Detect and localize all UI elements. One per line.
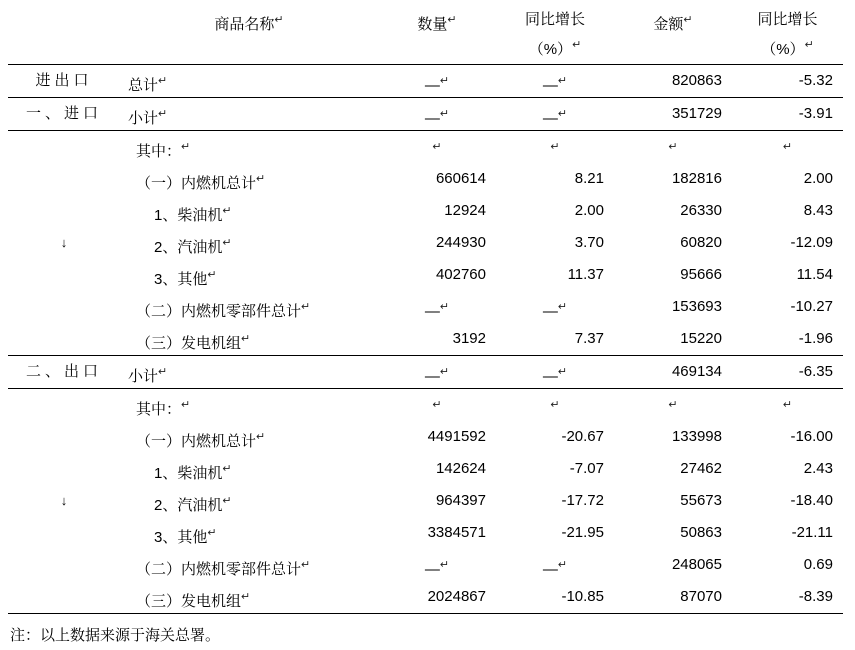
row-amount-yoy-value: -8.39 bbox=[798, 588, 833, 605]
row-name-label: （二）内燃机零部件总计↵ bbox=[136, 301, 311, 320]
mark-icon: ↵ bbox=[557, 559, 568, 571]
mark-icon: ↵ bbox=[158, 108, 168, 120]
row-amount-yoy-value bbox=[732, 131, 843, 163]
table-row bbox=[8, 259, 843, 291]
row-quantity-value: —↵ bbox=[424, 366, 450, 385]
row-quantity-value: —↵ bbox=[424, 301, 450, 320]
mark-icon: ↵ bbox=[432, 399, 442, 411]
mark-icon: ↵ bbox=[683, 14, 693, 26]
group-arrow-icon: ↓ bbox=[60, 235, 68, 250]
document-page bbox=[0, 6, 855, 650]
mark-icon: ↵ bbox=[782, 141, 793, 153]
mark-icon: ↵ bbox=[439, 366, 450, 378]
row-name-label: 3、其他↵ bbox=[154, 527, 217, 546]
row-name-label: 1、柴油机↵ bbox=[154, 205, 232, 224]
row-category-blank bbox=[8, 549, 120, 581]
mark-icon: ↵ bbox=[181, 141, 191, 153]
table-note: 注：以上数据来源于海关总署。 bbox=[10, 627, 221, 644]
row-amount-value: 55673 bbox=[680, 492, 722, 509]
row-quantity-value: 964397 bbox=[435, 492, 486, 509]
row-category-blank bbox=[8, 163, 120, 195]
table-row bbox=[8, 549, 843, 581]
row-category-blank bbox=[8, 421, 120, 453]
row-quantity-yoy-value bbox=[496, 131, 614, 163]
row-quantity-yoy-value: 2.00 bbox=[574, 202, 604, 219]
row-quantity-yoy-value: -20.67 bbox=[561, 428, 604, 445]
mark-icon: ↵ bbox=[668, 399, 678, 411]
row-amount-value: 133998 bbox=[671, 428, 722, 445]
header-amount: 金额↵ bbox=[653, 14, 693, 33]
row-amount-yoy-value: -5.32 bbox=[798, 72, 833, 89]
row-amount-yoy-value: -10.27 bbox=[790, 298, 833, 315]
row-amount-value: 469134 bbox=[671, 363, 722, 380]
row-amount-value: 182816 bbox=[671, 170, 722, 187]
table-row bbox=[8, 227, 843, 259]
row-category-blank bbox=[8, 131, 120, 163]
row-category-blank bbox=[8, 581, 120, 613]
row-quantity-yoy-value: -7.07 bbox=[569, 460, 604, 477]
table-row bbox=[8, 195, 843, 227]
row-quantity-value: 12924 bbox=[444, 202, 486, 219]
row-amount-yoy-value: 2.00 bbox=[803, 170, 833, 187]
group-arrow-icon: ↓ bbox=[60, 493, 68, 508]
row-category-blank bbox=[8, 517, 120, 549]
row-quantity-value: —↵ bbox=[424, 108, 450, 127]
mark-icon: ↵ bbox=[557, 75, 568, 87]
row-amount-value: 15220 bbox=[680, 330, 722, 347]
table-row bbox=[8, 581, 843, 614]
mark-icon: ↵ bbox=[158, 75, 168, 87]
row-quantity-yoy-value: -21.95 bbox=[561, 524, 604, 541]
row-amount-value: 26330 bbox=[680, 202, 722, 219]
header-blank-2 bbox=[8, 34, 120, 64]
mark-icon: ↵ bbox=[782, 399, 793, 411]
mark-icon: ↵ bbox=[557, 366, 568, 378]
row-category-blank bbox=[8, 291, 120, 323]
mark-icon: ↵ bbox=[256, 431, 266, 443]
mark-icon: ↵ bbox=[439, 75, 450, 87]
row-quantity-value: —↵ bbox=[424, 559, 450, 578]
row-quantity-yoy-value: -10.85 bbox=[561, 588, 604, 605]
row-category-blank bbox=[8, 453, 120, 485]
row-quantity-yoy-value: —↵ bbox=[542, 366, 568, 385]
mark-icon: ↵ bbox=[439, 301, 450, 313]
row-name-label: （二）内燃机零部件总计↵ bbox=[136, 559, 311, 578]
header-amount-yoy-unit: （%）↵ bbox=[761, 39, 814, 58]
table-row bbox=[8, 65, 843, 98]
table-row bbox=[8, 356, 843, 389]
row-quantity-yoy-value: 3.70 bbox=[574, 234, 604, 251]
row-amount-value: 27462 bbox=[680, 460, 722, 477]
row-quantity-value: —↵ bbox=[424, 75, 450, 94]
row-name-label: （三）发电机组↵ bbox=[136, 591, 251, 610]
mark-icon: ↵ bbox=[222, 495, 232, 507]
row-quantity-yoy-value: —↵ bbox=[542, 108, 568, 127]
row-name-label: 2、汽油机↵ bbox=[154, 237, 232, 256]
mark-icon: ↵ bbox=[207, 527, 217, 539]
row-category-label: 进出口 bbox=[35, 72, 93, 89]
row-name-label: 其中：↵ bbox=[136, 399, 191, 418]
mark-icon: ↵ bbox=[550, 141, 560, 153]
row-name-label: 2、汽油机↵ bbox=[154, 495, 232, 514]
row-amount-value: 248065 bbox=[671, 556, 722, 573]
header-amount-yoy: 同比增长 bbox=[757, 11, 818, 28]
mark-icon: ↵ bbox=[439, 559, 450, 571]
row-amount-yoy-value: -1.96 bbox=[798, 330, 833, 347]
table-header-row bbox=[8, 6, 843, 34]
mark-icon: ↵ bbox=[241, 591, 251, 603]
row-amount-yoy-value: -18.40 bbox=[790, 492, 833, 509]
row-quantity-yoy-value: —↵ bbox=[542, 75, 568, 94]
table-row bbox=[8, 389, 843, 422]
mark-icon: ↵ bbox=[301, 559, 311, 571]
row-quantity-value: 244930 bbox=[435, 234, 486, 251]
table-row bbox=[8, 485, 843, 517]
row-quantity-yoy-value: 11.37 bbox=[567, 266, 604, 283]
row-quantity-yoy-value: —↵ bbox=[542, 301, 568, 320]
row-name-label: 小计↵ bbox=[128, 108, 168, 127]
row-category-blank bbox=[8, 389, 120, 421]
table-row bbox=[8, 517, 843, 549]
row-amount-yoy-value: 0.69 bbox=[803, 556, 833, 573]
row-amount-value bbox=[614, 131, 732, 163]
mark-icon: ↵ bbox=[181, 399, 191, 411]
mark-icon: ↵ bbox=[301, 301, 311, 313]
row-name-label: 小计↵ bbox=[128, 366, 168, 385]
row-category-label: 一、进口 bbox=[25, 105, 102, 122]
row-quantity-value: 402760 bbox=[435, 266, 486, 283]
customs-statistics-table bbox=[8, 6, 843, 614]
table-row bbox=[8, 163, 843, 195]
row-amount-yoy-value: -16.00 bbox=[790, 428, 833, 445]
mark-icon: ↵ bbox=[668, 141, 678, 153]
row-quantity-yoy-value: 8.21 bbox=[574, 170, 604, 187]
table-header-row-2 bbox=[8, 34, 843, 65]
mark-icon: ↵ bbox=[222, 463, 232, 475]
row-category-blank bbox=[8, 259, 120, 291]
row-category-label: 二、出口 bbox=[25, 363, 102, 380]
row-amount-value: 87070 bbox=[680, 588, 722, 605]
row-quantity-yoy-value: 7.37 bbox=[574, 330, 604, 347]
table-row bbox=[8, 453, 843, 485]
row-quantity-value bbox=[378, 389, 496, 421]
table-row bbox=[8, 98, 843, 131]
row-quantity-value: 142624 bbox=[435, 460, 486, 477]
mark-icon: ↵ bbox=[432, 141, 442, 153]
row-name-label: 3、其他↵ bbox=[154, 269, 217, 288]
row-amount-yoy-value: -3.91 bbox=[798, 105, 833, 122]
mark-icon: ↵ bbox=[550, 399, 560, 411]
mark-icon: ↵ bbox=[557, 108, 568, 120]
row-amount-value: 820863 bbox=[671, 72, 722, 89]
header-blank-3 bbox=[120, 34, 378, 64]
row-name-label: （一）内燃机总计↵ bbox=[136, 173, 266, 192]
row-amount-yoy-value: 2.43 bbox=[803, 460, 833, 477]
table-row bbox=[8, 421, 843, 453]
mark-icon: ↵ bbox=[557, 301, 568, 313]
row-quantity-value: 2024867 bbox=[427, 588, 486, 605]
row-amount-yoy-value: -12.09 bbox=[790, 234, 833, 251]
row-quantity-value: 3192 bbox=[452, 330, 486, 347]
header-product-name: 商品名称↵ bbox=[214, 14, 284, 33]
mark-icon: ↵ bbox=[447, 14, 457, 26]
mark-icon: ↵ bbox=[274, 14, 284, 26]
row-category-blank bbox=[8, 323, 120, 355]
row-amount-yoy-value: -21.11 bbox=[791, 524, 833, 541]
row-quantity-yoy-value: —↵ bbox=[542, 559, 568, 578]
row-amount-value: 351729 bbox=[671, 105, 722, 122]
row-amount-value: 60820 bbox=[680, 234, 722, 251]
header-quantity: 数量↵ bbox=[417, 14, 457, 33]
row-amount-value: 50863 bbox=[680, 524, 722, 541]
mark-icon: ↵ bbox=[207, 269, 217, 281]
row-amount-yoy-value bbox=[732, 389, 843, 421]
row-amount-yoy-value: 11.54 bbox=[796, 266, 833, 283]
mark-icon: ↵ bbox=[804, 39, 814, 51]
header-blank-4 bbox=[378, 34, 496, 64]
mark-icon: ↵ bbox=[439, 108, 450, 120]
row-name-label: 1、柴油机↵ bbox=[154, 463, 232, 482]
mark-icon: ↵ bbox=[572, 39, 582, 51]
row-name-label: 其中：↵ bbox=[136, 141, 191, 160]
row-amount-value: 153693 bbox=[671, 298, 722, 315]
row-name-label: （一）内燃机总计↵ bbox=[136, 431, 266, 450]
row-quantity-value: 660614 bbox=[435, 170, 486, 187]
mark-icon: ↵ bbox=[158, 366, 168, 378]
mark-icon: ↵ bbox=[241, 333, 251, 345]
row-amount-yoy-value: 8.43 bbox=[803, 202, 833, 219]
row-amount-yoy-value: -6.35 bbox=[798, 363, 833, 380]
row-quantity-value: 4491592 bbox=[427, 428, 486, 445]
table-row bbox=[8, 291, 843, 323]
header-blank bbox=[8, 6, 120, 34]
row-name-label: 总计↵ bbox=[128, 75, 168, 94]
header-quantity-yoy: 同比增长 bbox=[524, 11, 585, 28]
row-amount-value: 95666 bbox=[680, 266, 722, 283]
header-quantity-yoy-unit: （%）↵ bbox=[528, 39, 582, 58]
header-blank-5 bbox=[614, 34, 732, 64]
row-category-blank bbox=[8, 195, 120, 227]
mark-icon: ↵ bbox=[256, 173, 266, 185]
row-name-label: （三）发电机组↵ bbox=[136, 333, 251, 352]
row-quantity-value bbox=[378, 131, 496, 163]
mark-icon: ↵ bbox=[222, 205, 232, 217]
row-quantity-yoy-value bbox=[496, 389, 614, 421]
mark-icon: ↵ bbox=[222, 237, 232, 249]
table-row bbox=[8, 323, 843, 356]
row-quantity-yoy-value: -17.72 bbox=[561, 492, 604, 509]
table-row bbox=[8, 131, 843, 164]
row-amount-value bbox=[614, 389, 732, 421]
row-quantity-value: 3384571 bbox=[427, 524, 486, 541]
